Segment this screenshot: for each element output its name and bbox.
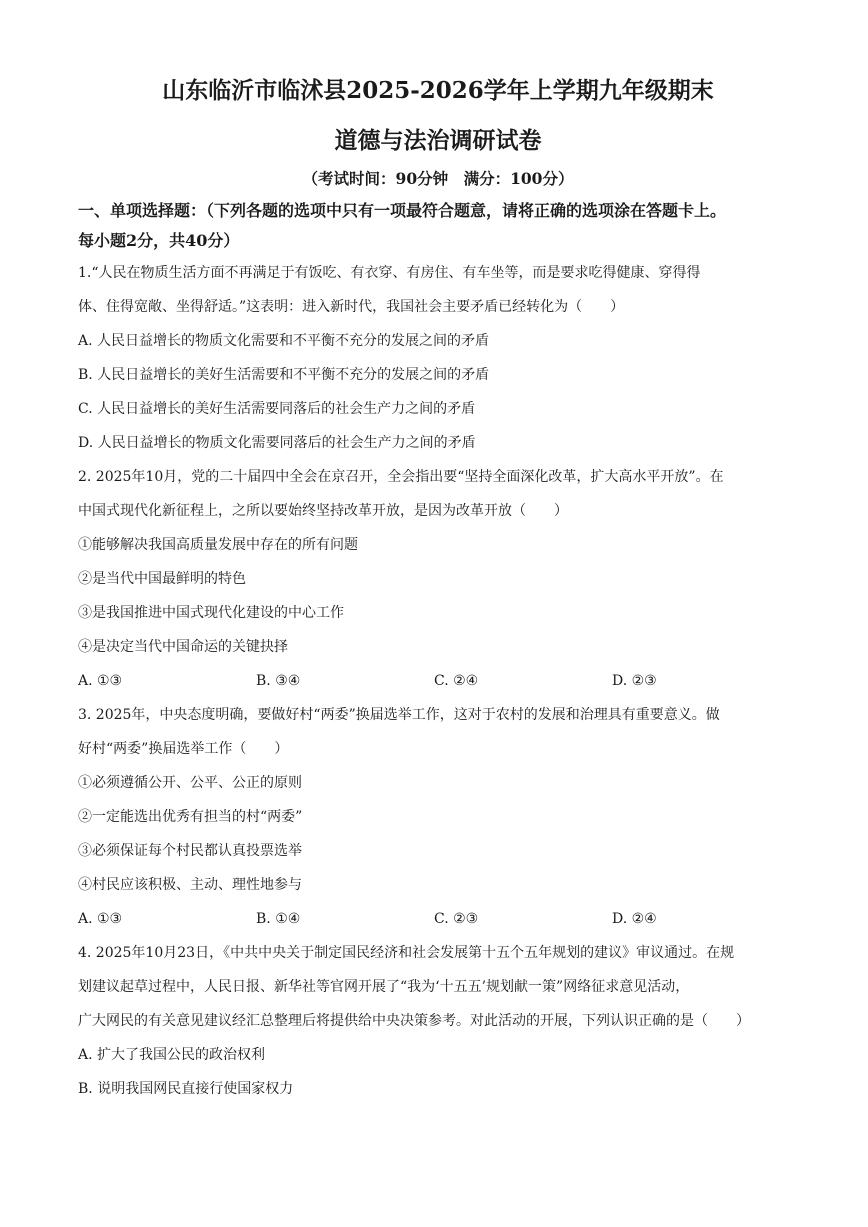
options-row xyxy=(78,664,798,698)
option-d: D. ②④ xyxy=(612,911,657,927)
question-stem: 体、住得宽敞、坐得舒适。”这表明：进入新时代，我国社会主要矛盾已经转化为（ ） xyxy=(78,299,625,315)
option-a: A. ①③ xyxy=(78,673,123,689)
question-stem: 4. 2025年10月23日，《中共中央关于制定国民经济和社会发展第十五个五年规划的建议》审议通过。在规 xyxy=(78,945,735,961)
statement-3: ③是我国推进中国式现代化建设的中心工作 xyxy=(78,605,344,621)
question-stem: 3. 2025年，中央态度明确，要做好村“两委”换届选举工作，这对于农村的发展和治理具有重要意义。做 xyxy=(78,707,720,723)
question-1 xyxy=(78,256,798,460)
options-row xyxy=(78,902,798,936)
section-heading-line2: 每小题2分，共40分） xyxy=(78,231,240,250)
option-b: B. ③④ xyxy=(256,673,301,689)
question-stem: 广大网民的有关意见建议经汇总整理后将提供给中央决策参考。对此活动的开展，下列认识正确的是（ ） xyxy=(78,1013,750,1029)
option-a: A. 扩大了我国公民的政治权利 xyxy=(78,1047,266,1063)
option-a: A. 人民日益增长的物质文化需要和不平衡不充分的发展之间的矛盾 xyxy=(78,333,490,349)
question-stem: 2. 2025年10月，党的二十届四中全会在京召开，全会指出要“坚持全面深化改革，扩大高水平开放”。在 xyxy=(78,469,724,485)
option-c: C. ②④ xyxy=(434,673,479,689)
statement-3: ③必须保证每个村民都认真投票选举 xyxy=(78,843,302,859)
option-d: D. ②③ xyxy=(612,673,657,689)
exam-title-line2: 道德与法治调研试卷 xyxy=(334,127,542,154)
statement-4: ④村民应该积极、主动、理性地参与 xyxy=(78,877,302,893)
option-b: B. ①④ xyxy=(256,911,301,927)
statement-2: ②一定能选出优秀有担当的村“两委” xyxy=(78,809,303,825)
statement-1: ①必须遵循公开、公平、公正的原则 xyxy=(78,775,302,791)
question-stem: 1.“人民在物质生活方面不再满足于有饭吃、有衣穿、有房住、有车坐等，而是要求吃得健康、穿得得 xyxy=(78,265,701,281)
statement-4: ④是决定当代中国命运的关键抉择 xyxy=(78,639,288,655)
question-4 xyxy=(78,936,798,1106)
option-b: B. 说明我国网民直接行使国家权力 xyxy=(78,1081,294,1097)
exam-title-line1: 山东临沂市临沭县2025-2026学年上学期九年级期末 xyxy=(162,77,714,104)
option-b: B. 人民日益增长的美好生活需要和不平衡不充分的发展之间的矛盾 xyxy=(78,367,490,383)
question-stem: 划建议起草过程中，人民日报、新华社等官网开展了“我为‘十五五’规划献一策”网络征求意见活动， xyxy=(78,979,690,995)
question-2 xyxy=(78,460,798,698)
section-heading xyxy=(78,196,798,256)
option-c: C. ②③ xyxy=(434,911,479,927)
question-3 xyxy=(78,698,798,936)
section-heading-line1: 一、单项选择题：（下列各题的选项中只有一项最符合题意，请将正确的选项涂在答题卡上。 xyxy=(78,201,727,220)
statement-2: ②是当代中国最鲜明的特色 xyxy=(78,571,246,587)
exam-info: （考试时间：90分钟 满分：100分） xyxy=(302,169,574,188)
option-d: D. 人民日益增长的物质文化需要同落后的社会生产力之间的矛盾 xyxy=(78,435,476,451)
option-c: C. 人民日益增长的美好生活需要同落后的社会生产力之间的矛盾 xyxy=(78,401,476,417)
question-stem: 中国式现代化新征程上，之所以要始终坚持改革开放，是因为改革开放（ ） xyxy=(78,503,568,519)
question-stem: 好村“两委”换届选举工作（ ） xyxy=(78,741,289,757)
statement-1: ①能够解决我国高质量发展中存在的所有问题 xyxy=(78,537,358,553)
exam-page xyxy=(78,70,798,1106)
option-a: A. ①③ xyxy=(78,911,123,927)
